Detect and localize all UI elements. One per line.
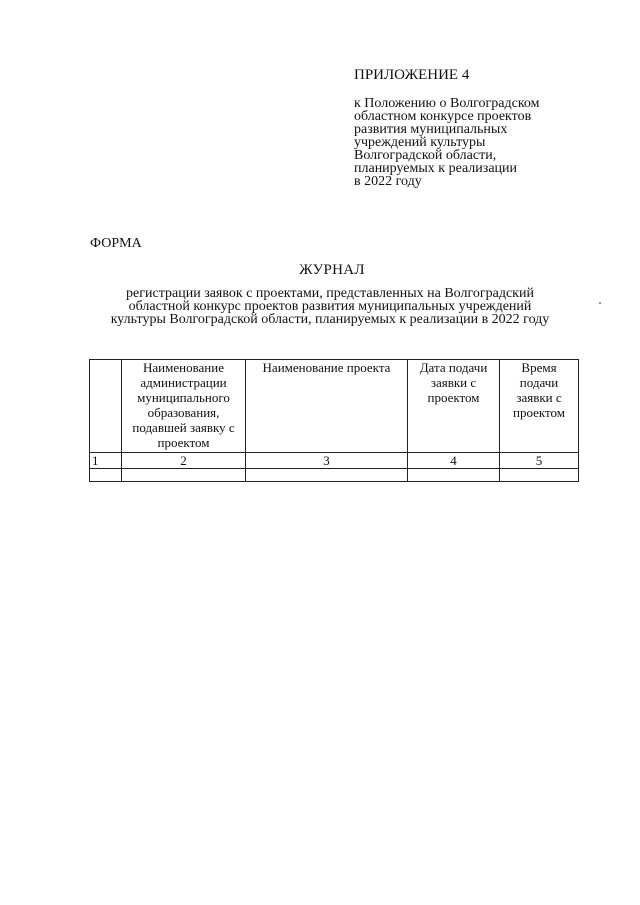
subtitle-line: регистрации заявок с проектами, представленных на Волгоградский xyxy=(126,286,534,301)
subtitle-line: культуры Волгоградской области, планируемых к реализации в 2022 году xyxy=(110,312,550,327)
column-number-cell: 2 xyxy=(122,453,246,469)
scan-speck xyxy=(599,302,601,304)
table-cell xyxy=(500,469,579,482)
journal-table xyxy=(89,359,579,482)
header-cell: Дата подачи заявки с проектом xyxy=(408,360,500,453)
table-row xyxy=(90,469,579,482)
appendix-title: ПРИЛОЖЕНИЕ 4 xyxy=(354,67,470,83)
appendix-line: учреждений культуры xyxy=(354,135,486,150)
table-header-row xyxy=(90,360,579,453)
column-number-cell: 3 xyxy=(246,453,408,469)
appendix-block xyxy=(354,67,594,188)
appendix-line: планируемых к реализации xyxy=(354,161,518,176)
table-cell xyxy=(122,469,246,482)
appendix-line: к Положению о Волгоградском xyxy=(354,96,540,111)
header-cell xyxy=(90,360,122,453)
journal-subtitle xyxy=(80,287,580,326)
subtitle-line: областной конкурс проектов развития муниципальных учреждений xyxy=(128,299,532,314)
header-cell: Наименование администрации муниципального образования, подавшей заявку с проектом xyxy=(122,360,246,453)
appendix-line: развития муниципальных xyxy=(354,122,508,137)
table-cell xyxy=(90,469,122,482)
header-cell: Время подачи заявки с проектом xyxy=(500,360,579,453)
header-cell: Наименование проекта xyxy=(246,360,408,453)
appendix-line: Волгоградской области, xyxy=(354,148,497,163)
appendix-line: в 2022 году xyxy=(354,174,422,189)
table-cell xyxy=(246,469,408,482)
column-number-cell: 5 xyxy=(500,453,579,469)
table-cell xyxy=(408,469,500,482)
form-label: ФОРМА xyxy=(90,236,142,251)
column-number-cell: 1 xyxy=(90,453,122,469)
appendix-line: областном конкурсе проектов xyxy=(354,109,532,124)
journal-title: ЖУРНАЛ xyxy=(299,262,365,278)
table-row xyxy=(90,453,579,469)
column-number-cell: 4 xyxy=(408,453,500,469)
